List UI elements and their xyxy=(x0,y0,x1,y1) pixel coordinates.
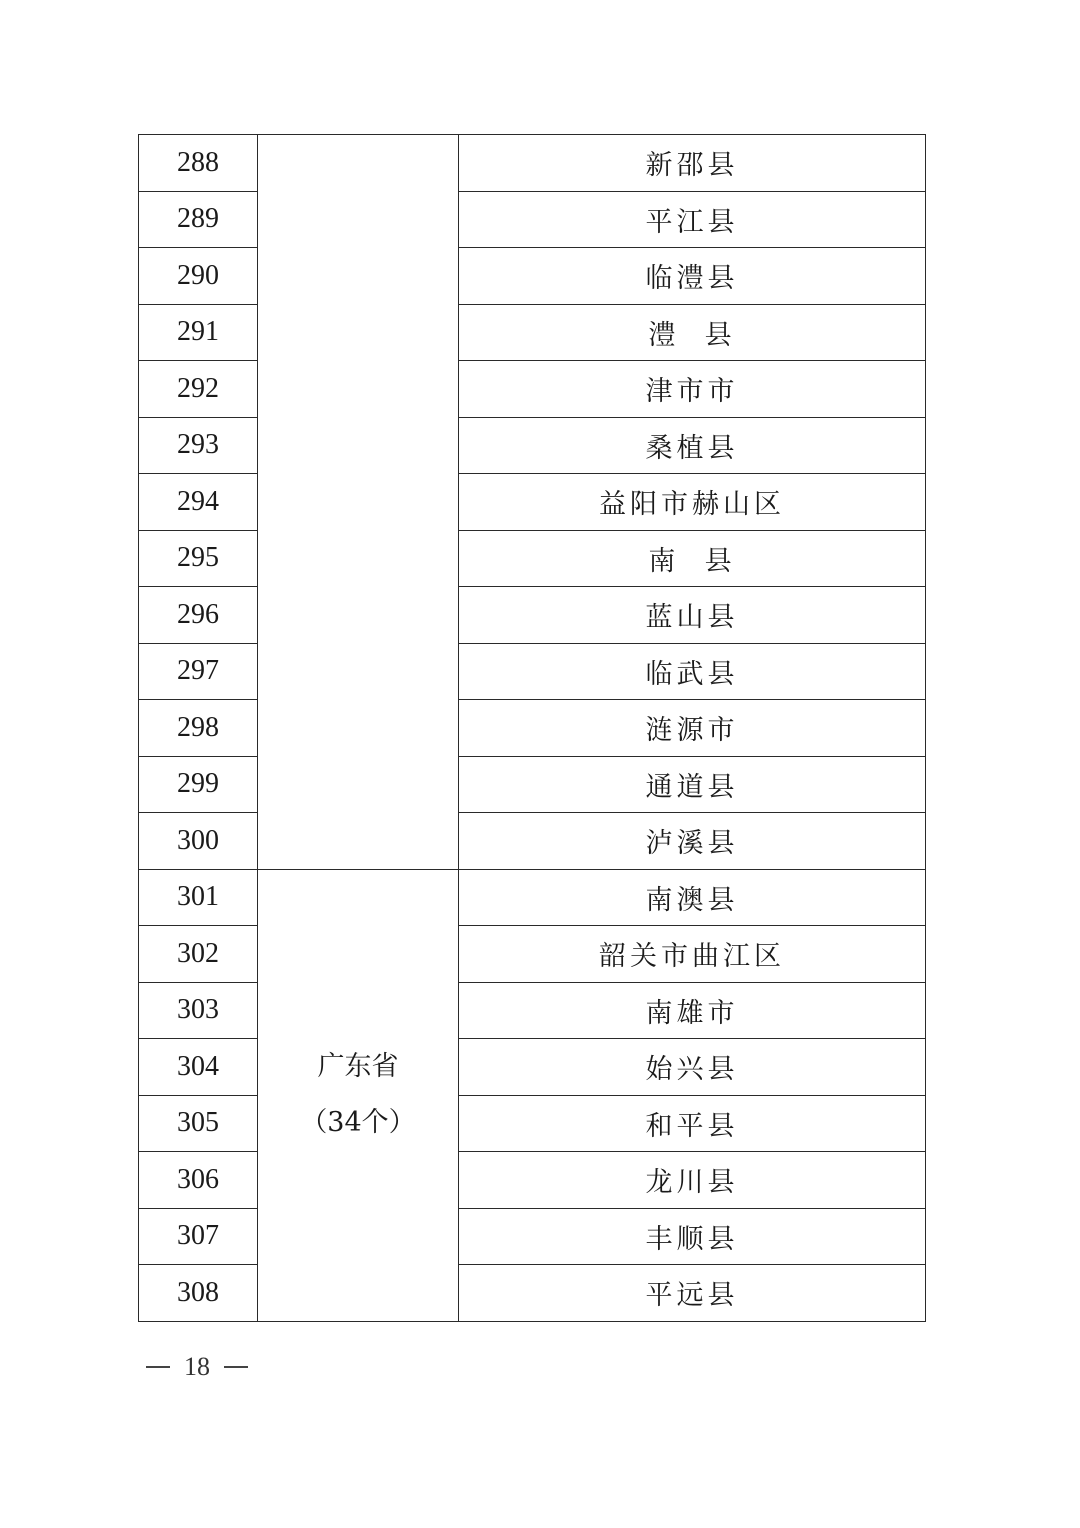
row-number-cell: 301 xyxy=(139,869,258,926)
row-number-cell: 290 xyxy=(139,248,258,305)
county-name-cell: 津市市 xyxy=(459,361,926,418)
table-row xyxy=(139,982,926,1039)
table-row xyxy=(139,248,926,305)
county-name-cell: 丰顺县 xyxy=(459,1208,926,1265)
row-number-cell: 306 xyxy=(139,1152,258,1209)
province-cell xyxy=(258,869,459,1321)
county-name-cell: 益阳市赫山区 xyxy=(459,474,926,531)
county-name-cell: 桑植县 xyxy=(459,417,926,474)
table-row xyxy=(139,587,926,644)
table-row xyxy=(139,869,926,926)
table-row xyxy=(139,135,926,192)
table-row xyxy=(139,926,926,983)
row-number-cell: 300 xyxy=(139,813,258,870)
county-name-cell: 临武县 xyxy=(459,643,926,700)
row-number-cell: 298 xyxy=(139,700,258,757)
province-count: （34个） xyxy=(300,1107,416,1138)
province-name: 广东省 xyxy=(317,1051,399,1082)
table-row xyxy=(139,361,926,418)
table-row xyxy=(139,1265,926,1322)
row-number-cell: 294 xyxy=(139,474,258,531)
row-number-cell: 302 xyxy=(139,926,258,983)
page-number: 18 xyxy=(184,1352,210,1381)
table-row xyxy=(139,474,926,531)
county-name-cell: 蓝山县 xyxy=(459,587,926,644)
county-name-cell: 南雄市 xyxy=(459,982,926,1039)
county-name-cell: 澧 县 xyxy=(459,304,926,361)
county-list-table xyxy=(138,134,926,1322)
row-number-cell: 308 xyxy=(139,1265,258,1322)
county-name-cell: 龙川县 xyxy=(459,1152,926,1209)
county-name-cell: 新邵县 xyxy=(459,135,926,192)
county-name-cell: 南澳县 xyxy=(459,869,926,926)
county-name-cell: 韶关市曲江区 xyxy=(459,926,926,983)
row-number-cell: 293 xyxy=(139,417,258,474)
county-name-cell: 和平县 xyxy=(459,1095,926,1152)
row-number-cell: 288 xyxy=(139,135,258,192)
row-number-cell: 307 xyxy=(139,1208,258,1265)
county-name-cell: 平远县 xyxy=(459,1265,926,1322)
table-row xyxy=(139,530,926,587)
table-row xyxy=(139,756,926,813)
table-row xyxy=(139,191,926,248)
row-number-cell: 297 xyxy=(139,643,258,700)
table-row xyxy=(139,643,926,700)
table-row xyxy=(139,813,926,870)
county-name-cell: 通道县 xyxy=(459,756,926,813)
county-name-cell: 临澧县 xyxy=(459,248,926,305)
table-row xyxy=(139,1095,926,1152)
table-row xyxy=(139,417,926,474)
row-number-cell: 296 xyxy=(139,587,258,644)
right-dash xyxy=(224,1366,248,1368)
row-number-cell: 299 xyxy=(139,756,258,813)
row-number-cell: 303 xyxy=(139,982,258,1039)
table-body xyxy=(139,135,926,1322)
page-footer xyxy=(146,1352,248,1382)
row-number-cell: 305 xyxy=(139,1095,258,1152)
table-row xyxy=(139,1208,926,1265)
row-number-cell: 292 xyxy=(139,361,258,418)
row-number-cell: 289 xyxy=(139,191,258,248)
county-name-cell: 泸溪县 xyxy=(459,813,926,870)
left-dash xyxy=(146,1366,170,1368)
county-name-cell: 平江县 xyxy=(459,191,926,248)
table-row xyxy=(139,700,926,757)
county-name-cell: 南 县 xyxy=(459,530,926,587)
table-row xyxy=(139,304,926,361)
row-number-cell: 295 xyxy=(139,530,258,587)
table-row xyxy=(139,1039,926,1096)
table-row xyxy=(139,1152,926,1209)
row-number-cell: 304 xyxy=(139,1039,258,1096)
county-name-cell: 涟源市 xyxy=(459,700,926,757)
province-cell xyxy=(258,135,459,870)
county-name-cell: 始兴县 xyxy=(459,1039,926,1096)
row-number-cell: 291 xyxy=(139,304,258,361)
